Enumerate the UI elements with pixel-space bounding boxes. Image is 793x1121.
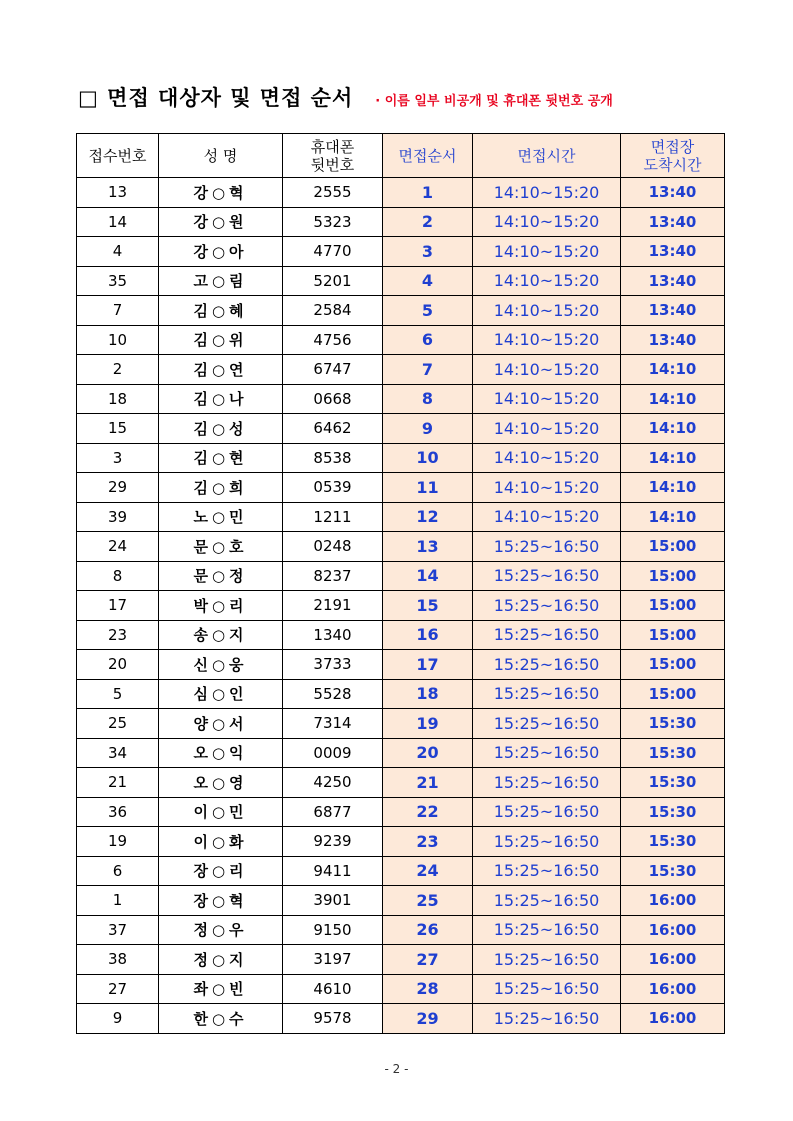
table-row <box>77 709 725 739</box>
cell-name: 강○혁 <box>159 178 283 208</box>
cell-time: 15:25~16:50 <box>473 532 621 562</box>
cell-phone: 2555 <box>283 178 383 208</box>
cell-arrive: 15:00 <box>621 679 725 709</box>
cell-time: 15:25~16:50 <box>473 886 621 916</box>
page-number: - 2 - <box>384 1062 409 1076</box>
header-arrive <box>621 134 725 178</box>
cell-arrive: 15:30 <box>621 738 725 768</box>
cell-time: 14:10~15:20 <box>473 325 621 355</box>
table-row <box>77 532 725 562</box>
cell-reg-no: 13 <box>77 178 159 208</box>
privacy-note: · 이름 일부 비공개 및 휴대폰 뒷번호 공개 <box>375 94 613 109</box>
cell-phone: 6877 <box>283 797 383 827</box>
table-row <box>77 325 725 355</box>
cell-time: 15:25~16:50 <box>473 945 621 975</box>
table-row <box>77 473 725 503</box>
cell-phone: 3901 <box>283 886 383 916</box>
cell-order: 25 <box>383 886 473 916</box>
cell-name: 고○림 <box>159 266 283 296</box>
cell-reg-no: 9 <box>77 1004 159 1034</box>
cell-name: 박○리 <box>159 591 283 621</box>
cell-phone: 0539 <box>283 473 383 503</box>
cell-order: 16 <box>383 620 473 650</box>
cell-time: 14:10~15:20 <box>473 237 621 267</box>
cell-arrive: 14:10 <box>621 414 725 444</box>
cell-time: 14:10~15:20 <box>473 178 621 208</box>
table-row <box>77 650 725 680</box>
cell-time: 15:25~16:50 <box>473 738 621 768</box>
table-row <box>77 443 725 473</box>
cell-time: 14:10~15:20 <box>473 207 621 237</box>
cell-time: 14:10~15:20 <box>473 296 621 326</box>
cell-arrive: 15:30 <box>621 827 725 857</box>
cell-reg-no: 29 <box>77 473 159 503</box>
header-time: 면접시간 <box>473 134 621 178</box>
cell-time: 15:25~16:50 <box>473 768 621 798</box>
cell-order: 5 <box>383 296 473 326</box>
cell-name: 문○정 <box>159 561 283 591</box>
cell-order: 22 <box>383 797 473 827</box>
cell-phone: 2584 <box>283 296 383 326</box>
cell-arrive: 13:40 <box>621 296 725 326</box>
cell-reg-no: 27 <box>77 974 159 1004</box>
cell-reg-no: 6 <box>77 856 159 886</box>
cell-order: 13 <box>383 532 473 562</box>
cell-order: 1 <box>383 178 473 208</box>
cell-reg-no: 24 <box>77 532 159 562</box>
cell-time: 15:25~16:50 <box>473 915 621 945</box>
cell-arrive: 15:30 <box>621 768 725 798</box>
table-row <box>77 561 725 591</box>
cell-reg-no: 17 <box>77 591 159 621</box>
cell-name: 정○우 <box>159 915 283 945</box>
cell-reg-no: 1 <box>77 886 159 916</box>
cell-reg-no: 14 <box>77 207 159 237</box>
cell-time: 14:10~15:20 <box>473 502 621 532</box>
cell-arrive: 14:10 <box>621 384 725 414</box>
cell-name: 김○현 <box>159 443 283 473</box>
cell-time: 15:25~16:50 <box>473 974 621 1004</box>
cell-phone: 3733 <box>283 650 383 680</box>
cell-arrive: 15:30 <box>621 856 725 886</box>
table-row <box>77 797 725 827</box>
cell-reg-no: 20 <box>77 650 159 680</box>
cell-phone: 1211 <box>283 502 383 532</box>
cell-reg-no: 25 <box>77 709 159 739</box>
cell-order: 8 <box>383 384 473 414</box>
cell-reg-no: 15 <box>77 414 159 444</box>
table-row <box>77 915 725 945</box>
cell-time: 15:25~16:50 <box>473 561 621 591</box>
cell-order: 14 <box>383 561 473 591</box>
cell-phone: 8538 <box>283 443 383 473</box>
cell-name: 김○위 <box>159 325 283 355</box>
cell-order: 9 <box>383 414 473 444</box>
cell-time: 15:25~16:50 <box>473 679 621 709</box>
cell-order: 15 <box>383 591 473 621</box>
table-row <box>77 974 725 1004</box>
cell-reg-no: 10 <box>77 325 159 355</box>
cell-name: 강○원 <box>159 207 283 237</box>
cell-name: 신○웅 <box>159 650 283 680</box>
table-row <box>77 945 725 975</box>
cell-reg-no: 3 <box>77 443 159 473</box>
cell-arrive: 16:00 <box>621 1004 725 1034</box>
cell-phone: 5528 <box>283 679 383 709</box>
header-phone <box>283 134 383 178</box>
cell-name: 이○민 <box>159 797 283 827</box>
cell-phone: 0248 <box>283 532 383 562</box>
cell-name: 문○호 <box>159 532 283 562</box>
table-row <box>77 384 725 414</box>
table-row <box>77 620 725 650</box>
cell-name: 오○영 <box>159 768 283 798</box>
cell-reg-no: 5 <box>77 679 159 709</box>
cell-order: 3 <box>383 237 473 267</box>
cell-name: 노○민 <box>159 502 283 532</box>
table-row <box>77 414 725 444</box>
cell-time: 14:10~15:20 <box>473 443 621 473</box>
table-row <box>77 296 725 326</box>
cell-name: 양○서 <box>159 709 283 739</box>
header-phone-line1: 휴대폰 <box>310 137 355 156</box>
cell-order: 29 <box>383 1004 473 1034</box>
cell-reg-no: 38 <box>77 945 159 975</box>
cell-order: 10 <box>383 443 473 473</box>
cell-name: 김○성 <box>159 414 283 444</box>
cell-arrive: 15:00 <box>621 591 725 621</box>
cell-time: 14:10~15:20 <box>473 384 621 414</box>
cell-reg-no: 37 <box>77 915 159 945</box>
cell-phone: 4250 <box>283 768 383 798</box>
cell-arrive: 13:40 <box>621 207 725 237</box>
table-row <box>77 502 725 532</box>
cell-time: 15:25~16:50 <box>473 591 621 621</box>
cell-time: 15:25~16:50 <box>473 856 621 886</box>
cell-time: 15:25~16:50 <box>473 827 621 857</box>
cell-reg-no: 21 <box>77 768 159 798</box>
cell-reg-no: 36 <box>77 797 159 827</box>
header-arrive-line2: 도착시간 <box>643 155 702 174</box>
table-row <box>77 679 725 709</box>
cell-name: 송○지 <box>159 620 283 650</box>
cell-phone: 4756 <box>283 325 383 355</box>
cell-arrive: 15:30 <box>621 709 725 739</box>
table-row <box>77 355 725 385</box>
cell-order: 23 <box>383 827 473 857</box>
table-header-row <box>77 134 725 178</box>
cell-reg-no: 4 <box>77 237 159 267</box>
cell-arrive: 15:00 <box>621 620 725 650</box>
cell-phone: 8237 <box>283 561 383 591</box>
cell-order: 20 <box>383 738 473 768</box>
cell-order: 24 <box>383 856 473 886</box>
cell-arrive: 13:40 <box>621 325 725 355</box>
cell-name: 강○아 <box>159 237 283 267</box>
cell-phone: 6462 <box>283 414 383 444</box>
cell-phone: 9578 <box>283 1004 383 1034</box>
table-row <box>77 266 725 296</box>
table-row <box>77 856 725 886</box>
cell-name: 김○희 <box>159 473 283 503</box>
section-heading <box>78 82 738 116</box>
header-reg-no: 접수번호 <box>77 134 159 178</box>
cell-order: 4 <box>383 266 473 296</box>
cell-phone: 3197 <box>283 945 383 975</box>
cell-order: 6 <box>383 325 473 355</box>
interview-schedule-table <box>76 133 725 1034</box>
cell-arrive: 16:00 <box>621 945 725 975</box>
cell-name: 김○나 <box>159 384 283 414</box>
cell-name: 정○지 <box>159 945 283 975</box>
cell-reg-no: 8 <box>77 561 159 591</box>
cell-arrive: 15:30 <box>621 797 725 827</box>
cell-phone: 5323 <box>283 207 383 237</box>
cell-time: 14:10~15:20 <box>473 473 621 503</box>
cell-arrive: 14:10 <box>621 473 725 503</box>
cell-name: 이○화 <box>159 827 283 857</box>
cell-name: 장○혁 <box>159 886 283 916</box>
cell-phone: 0009 <box>283 738 383 768</box>
cell-name: 장○리 <box>159 856 283 886</box>
cell-time: 15:25~16:50 <box>473 797 621 827</box>
cell-reg-no: 7 <box>77 296 159 326</box>
table-row <box>77 207 725 237</box>
cell-arrive: 13:40 <box>621 237 725 267</box>
cell-phone: 9150 <box>283 915 383 945</box>
cell-arrive: 16:00 <box>621 915 725 945</box>
cell-order: 17 <box>383 650 473 680</box>
cell-phone: 9239 <box>283 827 383 857</box>
cell-time: 15:25~16:50 <box>473 1004 621 1034</box>
header-arrive-line1: 면접장 <box>650 137 695 156</box>
cell-reg-no: 2 <box>77 355 159 385</box>
cell-phone: 0668 <box>283 384 383 414</box>
table-body <box>77 178 725 1034</box>
cell-order: 7 <box>383 355 473 385</box>
cell-name: 한○수 <box>159 1004 283 1034</box>
cell-time: 14:10~15:20 <box>473 414 621 444</box>
cell-time: 14:10~15:20 <box>473 355 621 385</box>
header-name: 성 명 <box>159 134 283 178</box>
table-row <box>77 768 725 798</box>
cell-reg-no: 34 <box>77 738 159 768</box>
table-row <box>77 1004 725 1034</box>
cell-reg-no: 18 <box>77 384 159 414</box>
cell-arrive: 16:00 <box>621 886 725 916</box>
cell-arrive: 14:10 <box>621 443 725 473</box>
cell-time: 14:10~15:20 <box>473 266 621 296</box>
cell-phone: 7314 <box>283 709 383 739</box>
cell-time: 15:25~16:50 <box>473 709 621 739</box>
cell-name: 김○연 <box>159 355 283 385</box>
cell-phone: 4770 <box>283 237 383 267</box>
cell-arrive: 15:00 <box>621 532 725 562</box>
cell-name: 김○혜 <box>159 296 283 326</box>
cell-order: 2 <box>383 207 473 237</box>
cell-reg-no: 19 <box>77 827 159 857</box>
cell-name: 심○인 <box>159 679 283 709</box>
cell-order: 27 <box>383 945 473 975</box>
cell-phone: 2191 <box>283 591 383 621</box>
table-row <box>77 827 725 857</box>
cell-name: 좌○빈 <box>159 974 283 1004</box>
cell-order: 11 <box>383 473 473 503</box>
page-title: □ 면접 대상자 및 면접 순서 <box>78 86 354 110</box>
cell-arrive: 14:10 <box>621 502 725 532</box>
cell-phone: 9411 <box>283 856 383 886</box>
cell-order: 18 <box>383 679 473 709</box>
cell-order: 21 <box>383 768 473 798</box>
cell-name: 오○익 <box>159 738 283 768</box>
cell-arrive: 15:00 <box>621 650 725 680</box>
cell-arrive: 16:00 <box>621 974 725 1004</box>
cell-order: 19 <box>383 709 473 739</box>
table-row <box>77 178 725 208</box>
cell-phone: 1340 <box>283 620 383 650</box>
header-order: 면접순서 <box>383 134 473 178</box>
cell-arrive: 13:40 <box>621 266 725 296</box>
cell-arrive: 15:00 <box>621 561 725 591</box>
cell-reg-no: 39 <box>77 502 159 532</box>
cell-phone: 4610 <box>283 974 383 1004</box>
cell-phone: 6747 <box>283 355 383 385</box>
cell-order: 12 <box>383 502 473 532</box>
table-row <box>77 591 725 621</box>
cell-reg-no: 23 <box>77 620 159 650</box>
cell-order: 26 <box>383 915 473 945</box>
table-row <box>77 738 725 768</box>
cell-arrive: 14:10 <box>621 355 725 385</box>
cell-reg-no: 35 <box>77 266 159 296</box>
cell-time: 15:25~16:50 <box>473 650 621 680</box>
table-row <box>77 237 725 267</box>
table-row <box>77 886 725 916</box>
cell-order: 28 <box>383 974 473 1004</box>
header-phone-line2: 뒷번호 <box>310 155 355 174</box>
cell-arrive: 13:40 <box>621 178 725 208</box>
cell-phone: 5201 <box>283 266 383 296</box>
cell-time: 15:25~16:50 <box>473 620 621 650</box>
